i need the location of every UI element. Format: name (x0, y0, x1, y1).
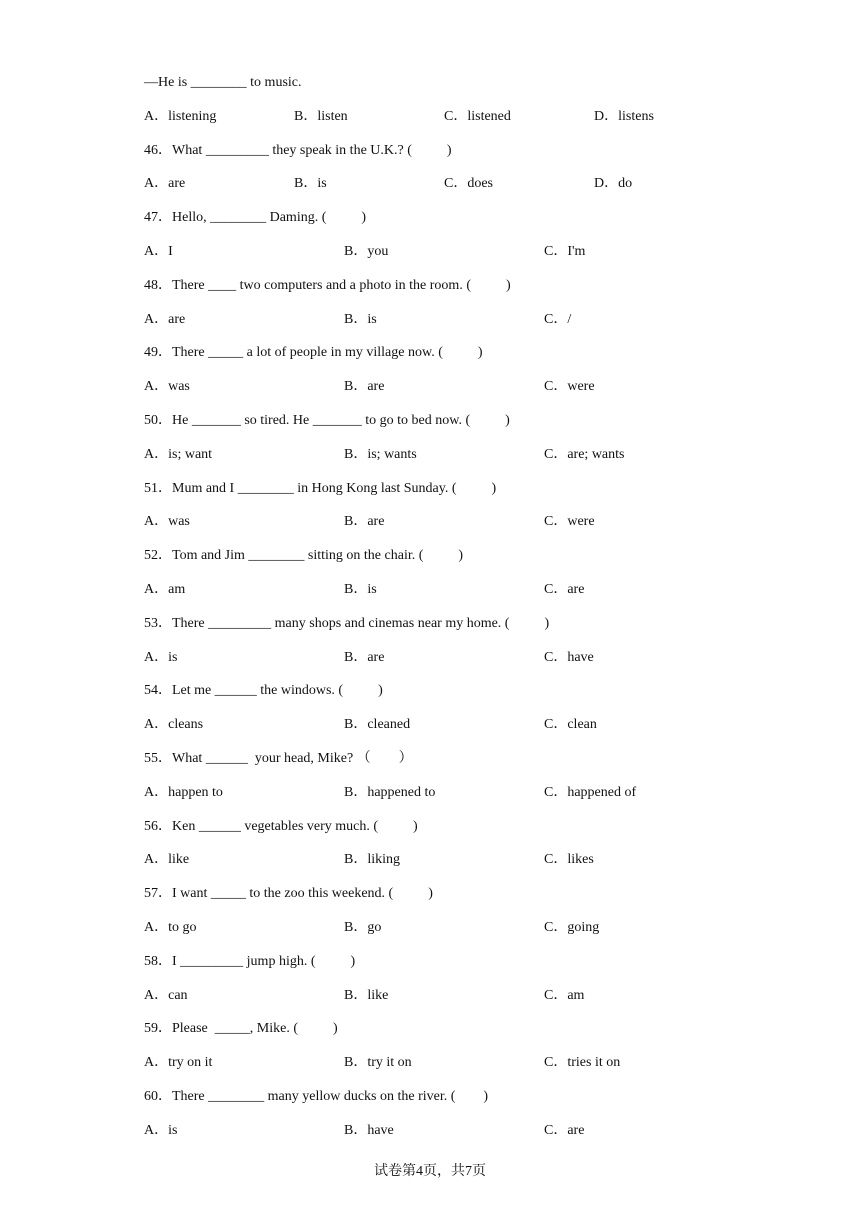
option-c: C．happened of (544, 784, 637, 800)
option-b: B．go (344, 919, 382, 935)
option-c: C．does (444, 176, 493, 192)
option-row (144, 647, 784, 681)
question-text: 49．There _____ a lot of people in my village now. ( ) (144, 345, 483, 361)
option-b: B．are (344, 649, 385, 665)
option-a: A．are (144, 176, 186, 192)
option-a: A．happen to (144, 784, 223, 800)
option-b: B．is (344, 311, 377, 327)
option-row (144, 985, 784, 1019)
option-a: A．can (144, 987, 188, 1003)
question-text: 52．Tom and Jim ________ sitting on the chair. ( ) (144, 548, 464, 564)
option-b: B．happened to (344, 784, 436, 800)
option-row (144, 241, 784, 275)
option-c: C．were (544, 514, 595, 530)
option-b: B．is (344, 581, 377, 597)
option-row (144, 1052, 784, 1086)
option-b: B．have (344, 1122, 394, 1138)
option-row (144, 106, 784, 140)
option-c: C．tries it on (544, 1055, 621, 1071)
option-c: C．are (544, 1122, 585, 1138)
option-c: C．am (544, 987, 585, 1003)
question-text: 48．There ____ two computers and a photo in the room. ( ) (144, 277, 511, 293)
option-row (144, 849, 784, 883)
question-text: 58．I _________ jump high. ( ) (144, 953, 356, 969)
option-b: B．try it on (344, 1055, 412, 1071)
option-a: A．is (144, 1122, 178, 1138)
option-row (144, 917, 784, 951)
question-text: 57．I want _____ to the zoo this weekend. ( ) (144, 886, 433, 902)
option-row (144, 579, 784, 613)
option-row (144, 444, 784, 478)
option-a: A．try on it (144, 1055, 213, 1071)
question-text: 46．What _________ they speak in the U.K.? ( ) (144, 142, 452, 158)
option-c: C．have (544, 649, 594, 665)
question-text: 59．Please _____, Mike. ( ) (144, 1021, 338, 1037)
option-b: B．are (344, 379, 385, 395)
option-b: B．is; wants (344, 446, 417, 462)
option-a: A．like (144, 852, 190, 868)
option-a: A．to go (144, 919, 197, 935)
option-a: A．is; want (144, 446, 213, 462)
option-a: A．was (144, 514, 190, 530)
option-a: A．listening (144, 108, 217, 124)
option-a: A．am (144, 581, 186, 597)
option-b: B．are (344, 514, 385, 530)
question-list (144, 72, 784, 1154)
question-text: 53．There _________ many shops and cinemas near my home. ( ) (144, 615, 550, 631)
option-b: B．is (294, 176, 327, 192)
option-row (144, 173, 784, 207)
question-text: 56．Ken ______ vegetables very much. ( ) (144, 818, 418, 834)
option-b: B．listen (294, 108, 348, 124)
option-d: D．do (594, 176, 633, 192)
question-text: 47．Hello, ________ Daming. ( ) (144, 210, 367, 226)
option-b: B．liking (344, 852, 401, 868)
question-text: 51．Mum and I ________ in Hong Kong last Sunday. ( ) (144, 480, 497, 496)
option-d: D．listens (594, 108, 654, 124)
option-a: A．are (144, 311, 186, 327)
option-row (144, 782, 784, 816)
option-row (144, 309, 784, 343)
question-text: 54．Let me ______ the windows. ( ) (144, 683, 383, 699)
question-text: 60．There ________ many yellow ducks on the river. ( ) (144, 1088, 489, 1104)
question-text: 55．What ______ your head, Mike? （ ） (144, 750, 413, 766)
option-a: A．was (144, 379, 190, 395)
option-c: C．clean (544, 717, 597, 733)
option-c: C．likes (544, 852, 594, 868)
question-text: 50．He _______ so tired. He _______ to go to bed now. ( ) (144, 412, 510, 428)
option-a: A．I (144, 243, 173, 259)
option-row (144, 376, 784, 410)
option-b: B．like (344, 987, 389, 1003)
option-c: C．/ (544, 311, 572, 327)
option-c: C．going (544, 919, 600, 935)
option-c: C．are (544, 581, 585, 597)
option-row (144, 714, 784, 748)
option-row (144, 511, 784, 545)
option-a: A．is (144, 649, 178, 665)
option-c: C．are; wants (544, 446, 625, 462)
option-b: B．you (344, 243, 389, 259)
option-c: C．listened (444, 108, 511, 124)
option-row (144, 1120, 784, 1154)
option-a: A．cleans (144, 717, 204, 733)
option-c: C．were (544, 379, 595, 395)
question-text: —He is ________ to music. (144, 75, 302, 90)
option-b: B．cleaned (344, 717, 411, 733)
option-c: C．I'm (544, 243, 586, 259)
page-footer: 试卷第4页，共7页 (374, 1164, 486, 1179)
